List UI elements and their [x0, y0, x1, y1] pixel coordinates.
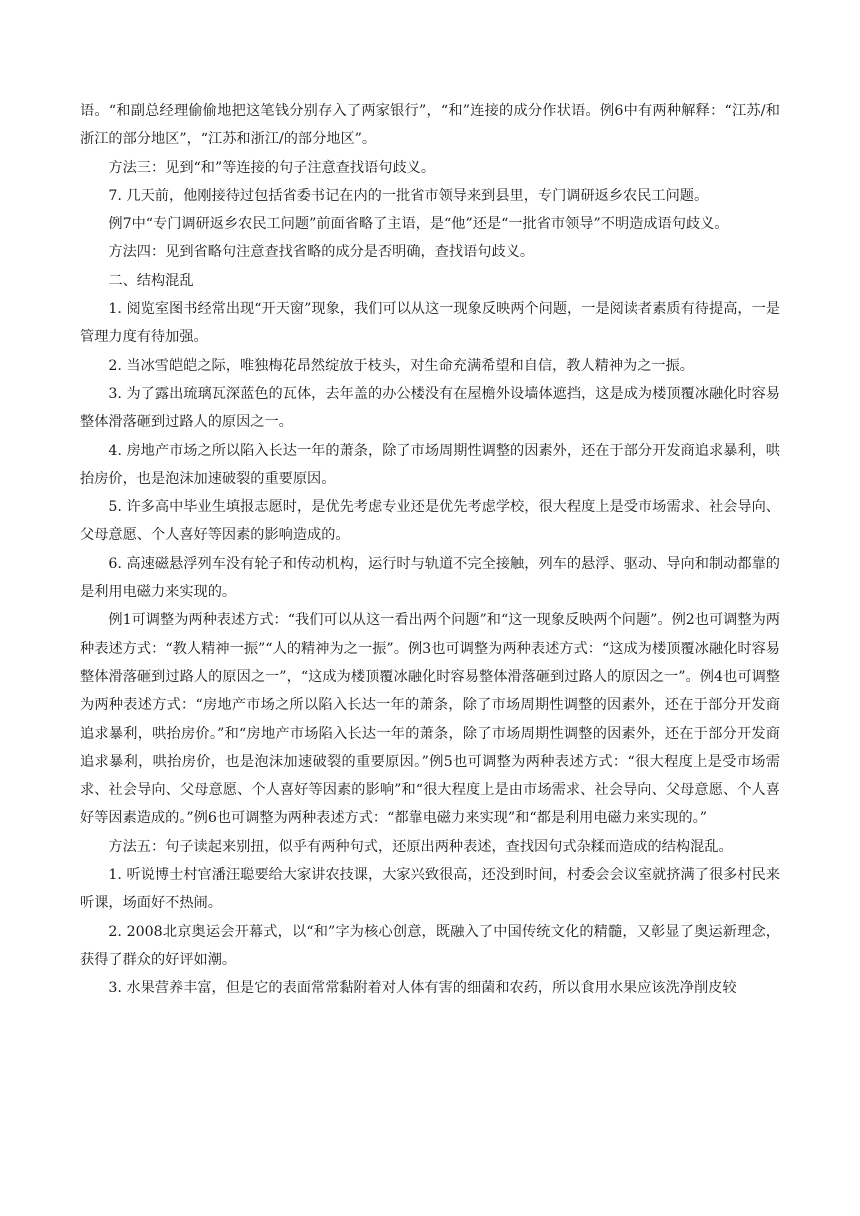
paragraph: 语。“和副总经理偷偷地把这笔钱分别存入了两家银行”，“和”连接的成分作状语。例6中有两种解释：“江苏/和浙江的部分地区”，“江苏和浙江/的部分地区”。: [80, 103, 780, 148]
method-four-paragraph: 方法四：见到省略句注意查找省略的成分是否明确，查找语句歧义。: [108, 244, 535, 261]
example-6-paragraph: 6. 高速磁悬浮列车没有轮子和传动机构，运行时与轨道不完全接触，列车的悬浮、驱动、导向和制动都靠的是利用电磁力来实现的。: [80, 555, 780, 601]
exercise-2-paragraph: 2. 2008北京奥运会开幕式，以“和”字为核心创意，既融入了中国传统文化的精髓，又彰显了奥运新理念，获得了群众的好评如潮。: [80, 923, 780, 968]
example-1-paragraph: 1. 阅览室图书经常出现“开天窗”现象，我们可以从这一现象反映两个问题，一是阅读者素质有待提高，一是管理力度有待加强。: [80, 301, 780, 346]
exercise-1-paragraph: 1. 听说博士村官潘汪聪要给大家讲农技课，大家兴致很高，还没到时间，村委会会议室就挤满了很多村民来听课，场面好不热闹。: [80, 867, 780, 912]
example-5-paragraph: 5. 许多高中毕业生填报志愿时，是优先考虑专业还是优先考虑学校，很大程度上是受市场需求、社会导向、父母意愿、个人喜好等因素的影响造成的。: [80, 499, 780, 544]
method-five-paragraph: 方法五：句子读起来别扭，似乎有两种句式，还原出两种表述，查找因句式杂糅而造成的结构混乱。: [108, 838, 733, 855]
method-three-paragraph: 方法三：见到“和”等连接的句子注意查找语句歧义。: [108, 159, 436, 176]
example-2-paragraph: 2. 当冰雪皑皑之际，唯独梅花昂然绽放于枝头，对生命充满希望和自信，教人精神为之一振。: [108, 357, 694, 374]
example-7-analysis: 例7中“专门调研返乡农民工问题”前面省略了主语，是“他”还是“一批省市领导”不明造成语句歧义。: [108, 216, 729, 233]
example-4-paragraph: 4. 房地产市场之所以陷入长达一年的萧条，除了市场周期性调整的因素外，还在于部分开发商追求暴利，哄抬房价，也是泡沫加速破裂的重要原因。: [80, 442, 780, 487]
analysis-paragraph: 例1可调整为两种表述方式：“我们可以从这一看出两个问题”和“这一现象反映两个问题”。例2也可调整为两种表述方式：“教人精神一振”“人的精神为之一振”。例3也可调整为两种表述方式：“这成为楼顶覆冰融化时容易整体滑落砸到过路人的原因之一”，“这成为楼顶覆冰融化时容易整体滑落砸到过路人的原因之一”。例4也可调整为两种表述方式：“房地产市场之所以陷入长达一年的萧条，除了市场周期性调整的因素外，还在于部分开发商追求暴利，哄抬房价。”和“房地产市场陷入长达一年的萧条，除了市场周期性调整的因素外，还在于部分开发商追求暴利，哄抬房价，也是泡沫加速破裂的重要原因。”例5也可调整为两种表述方式：“很大程度上是受市场需求、社会导向、父母意愿、个人喜好等因素的影响”和“很大程度上是由市场需求、社会导向、父母意愿、个人喜好等因素造成的。”例6也可调整为两种表述方式：“都靠电磁力来实现”和“都是利用电磁力来实现的。”: [80, 612, 780, 827]
section-heading: 二、结构混乱: [108, 272, 194, 289]
example-3-paragraph: 3. 为了露出琉璃瓦深蓝色的瓦体，去年盖的办公楼没有在屋檐外设墙体遮挡，这是成为楼顶覆冰融化时容易整体滑落砸到过路人的原因之一。: [80, 385, 780, 431]
example-7-paragraph: 7. 几天前，他刚接待过包括省委书记在内的一批省市领导来到县里，专门调研返乡农民工问题。: [108, 187, 709, 204]
exercise-3-paragraph: 3. 水果营养丰富，但是它的表面常常黏附着对人体有害的细菌和农药，所以食用水果应该洗净削皮较: [108, 980, 737, 997]
